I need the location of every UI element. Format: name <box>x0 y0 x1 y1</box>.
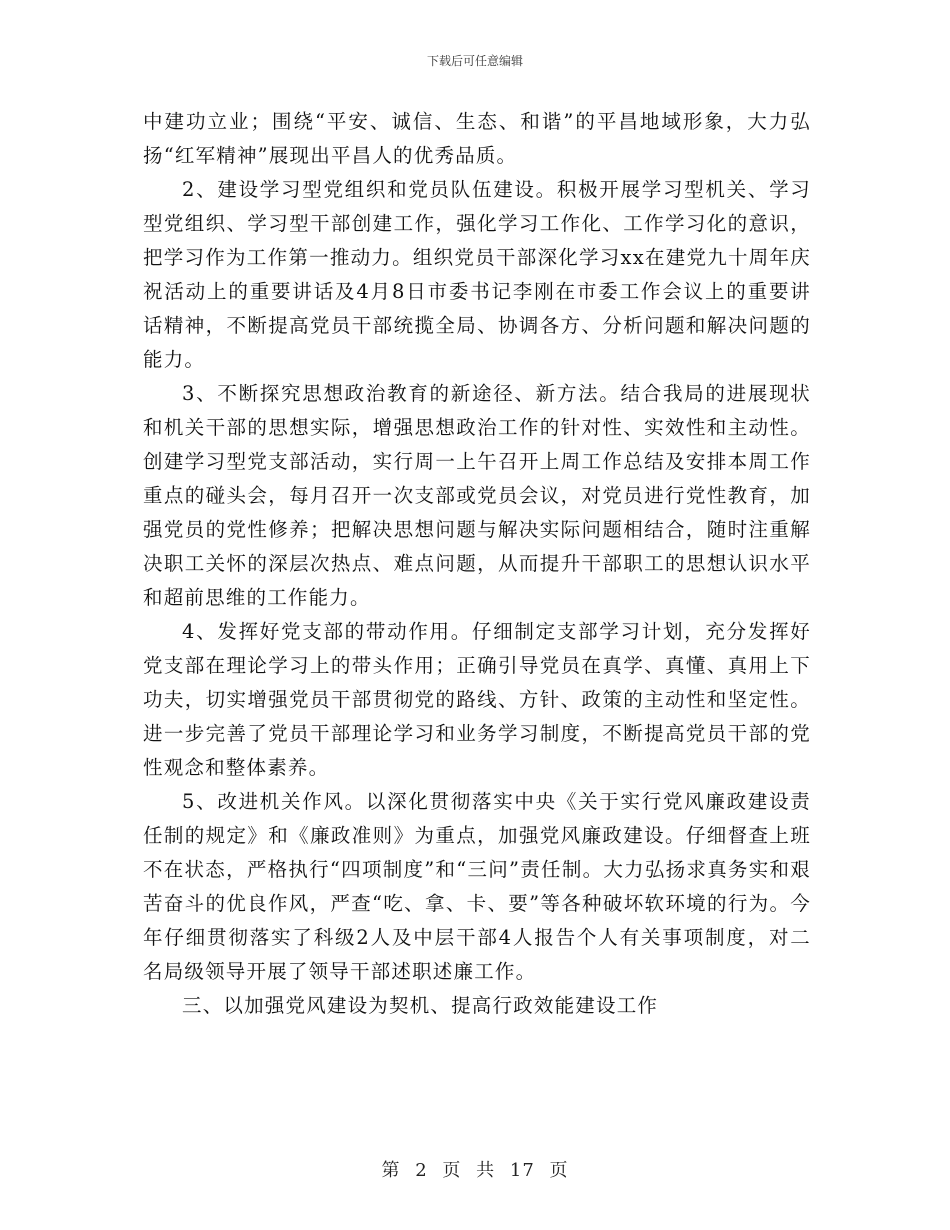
paragraph-5: 5、改进机关作风。以深化贯彻落实中央《关于实行党风廉政建设责任制的规定》和《廉政准则》为重点，加强党风廉政建设。仔细督查上班不在状态，严格执行“四项制度”和“三问”责任制。大力弘扬求真务实和艰苦奋斗的优良作风，严查“吃、拿、卡、要”等各种破坏软环境的行为。今年仔细贯彻落实了科级2人及中层干部4人报告个人有关事项制度，对二名局级领导开展了领导干部述职述廉工作。 <box>143 790 811 983</box>
footer-suffix: 页 <box>549 1160 569 1181</box>
paragraph-3: 3、不断探究思想政治教育的新途径、新方法。结合我局的进展现状和机关干部的思想实际，增强思想政治工作的针对性、实效性和主动性。创建学习型党支部活动，实行周一上午召开上周工作总结及安排本周工作重点的碰头会，每月召开一次支部或党员会议，对党员进行党性教育，加强党员的党性修养；把解决思想问题与解决实际问题相结合，随时注重解决职工关怀的深层次热点、难点问题，从而提升干部职工的思想认识水平和超前思维的工作能力。 <box>143 382 811 609</box>
paragraph-1: 中建功立业；围绕“平安、诚信、生态、和谐”的平昌地域形象，大力弘扬“红军精神”展现出平昌人的优秀品质。 <box>143 110 811 167</box>
document-body <box>143 105 811 1023</box>
footer-prefix: 第 <box>381 1160 401 1181</box>
page-footer <box>0 1156 950 1182</box>
paragraph-4: 4、发挥好党支部的带动作用。仔细制定支部学习计划，充分发挥好党支部在理论学习上的带头作用；正确引导党员在真学、真懂、真用上下功夫，切实增强党员干部贯彻党的路线、方针、政策的主动性和坚定性。进一步完善了党员干部理论学习和业务学习制度，不断提高党员干部的党性观念和整体素养。 <box>143 620 811 779</box>
footer-page-word: 页 <box>442 1160 462 1181</box>
paragraph-2: 2、建设学习型党组织和党员队伍建设。积极开展学习型机关、学习型党组织、学习型干部创建工作，强化学习工作化、工作学习化的意识，把学习作为工作第一推动力。组织党员干部深化学习xx在建党九十周年庆祝活动上的重要讲话及4月8日市委书记李刚在市委工作会议上的重要讲话精神，不断提高党员干部统揽全局、协调各方、分析问题和解决问题的能力。 <box>143 178 811 371</box>
footer-total-word: 共 <box>476 1160 496 1181</box>
current-page-number: 2 <box>415 1160 428 1181</box>
section-heading: 三、以加强党风建设为契机、提高行政效能建设工作 <box>182 994 659 1017</box>
page-header: 下载后可任意编辑 <box>426 54 523 68</box>
total-pages-number: 17 <box>509 1160 535 1181</box>
